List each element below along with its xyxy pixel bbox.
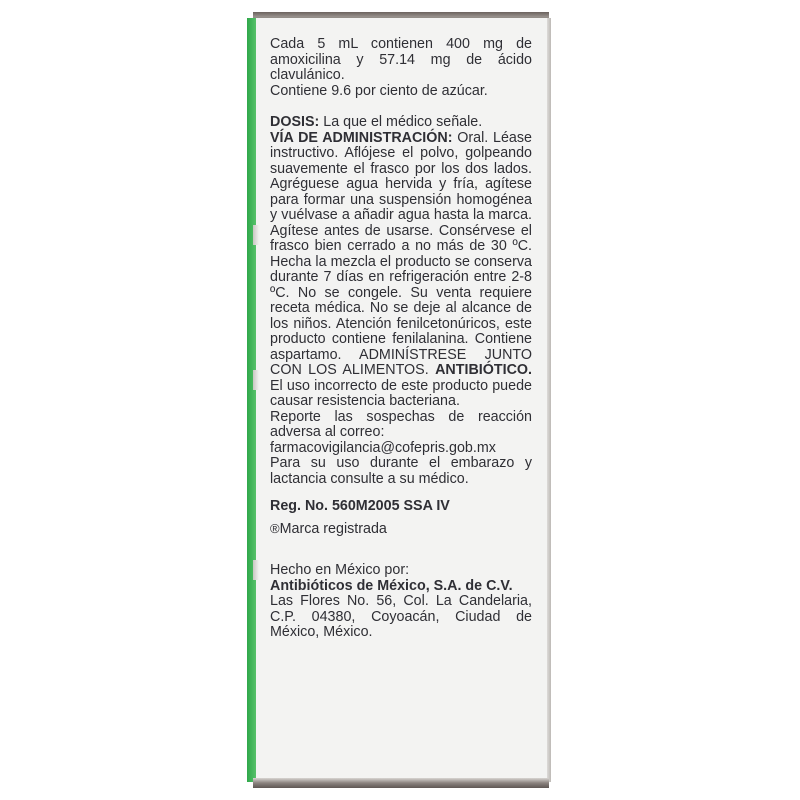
manufacturer-name: Antibióticos de México, S.A. de C.V. [270,577,513,594]
green-edge-strip [247,18,256,782]
label-text-block [270,37,532,641]
reg-number: Reg. No. 560M2005 SSA IV [270,498,450,514]
box-right-edge [547,18,551,782]
pregnancy-text: Para su uso durante el embarazo y lactancia consulte a su médico. [270,455,532,487]
via-text: Oral. Léase instructivo. Aflójese el polvo, golpeando suavemente el frasco por los dos lados. Agréguese agua hervida y fría, agítese para formar una suspensión homogénea y vuélvase a añadir agua hasta la marca. Agítese antes de usarse. Consérvese el frasco bien cerrado a no más de 30 ºC. Hecha la mezcla el producto se conserva durante 7 días en refrigeración entre 2-8 ºC. No se congele. Su venta requiere receta médica. No se deje al alcance de los niños. Atención fenilcetonúricos, este producto contiene fenilalanina. Contiene aspartamo. ADMINÍSTRESE JUNTO CON LOS ALIMENTOS. [270,129,532,378]
fold-mark [253,560,259,580]
dosis-line [270,115,532,131]
manufacturer-address: Las Flores No. 56, Col. La Candelaria, C.P. 04380, Coyoacán, Ciudad de México, México. [270,593,532,640]
fold-mark [253,225,259,245]
registered-symbol: ® [270,520,280,536]
box-bottom-edge [253,778,549,788]
report-text: Reporte las sospechas de reacción adversa al correo: [270,408,532,440]
sugar-text: Contiene 9.6 por ciento de azúcar. [270,82,488,99]
fold-mark [253,370,259,390]
via-label: VÍA DE ADMINISTRACIÓN: [270,129,453,146]
made-in-text: Hecho en México por: [270,562,410,578]
email-text: farmacovigilancia@cofepris.gob.mx [270,439,496,456]
via-paragraph [270,131,532,410]
dosis-text: La que el médico señale. [319,114,483,130]
antibiotico-text: El uso incorrecto de este producto puede causar resistencia bacteriana. [270,377,532,409]
dosis-label: DOSIS: [270,114,320,130]
antibiotico-label: ANTIBIÓTICO. [435,362,532,378]
registered-trademark-line [270,521,532,538]
composition-text: Cada 5 mL contienen 400 mg de amoxicilina y 57.14 mg de ácido clavulánico. [270,36,532,83]
registered-text: Marca registrada [279,520,387,537]
